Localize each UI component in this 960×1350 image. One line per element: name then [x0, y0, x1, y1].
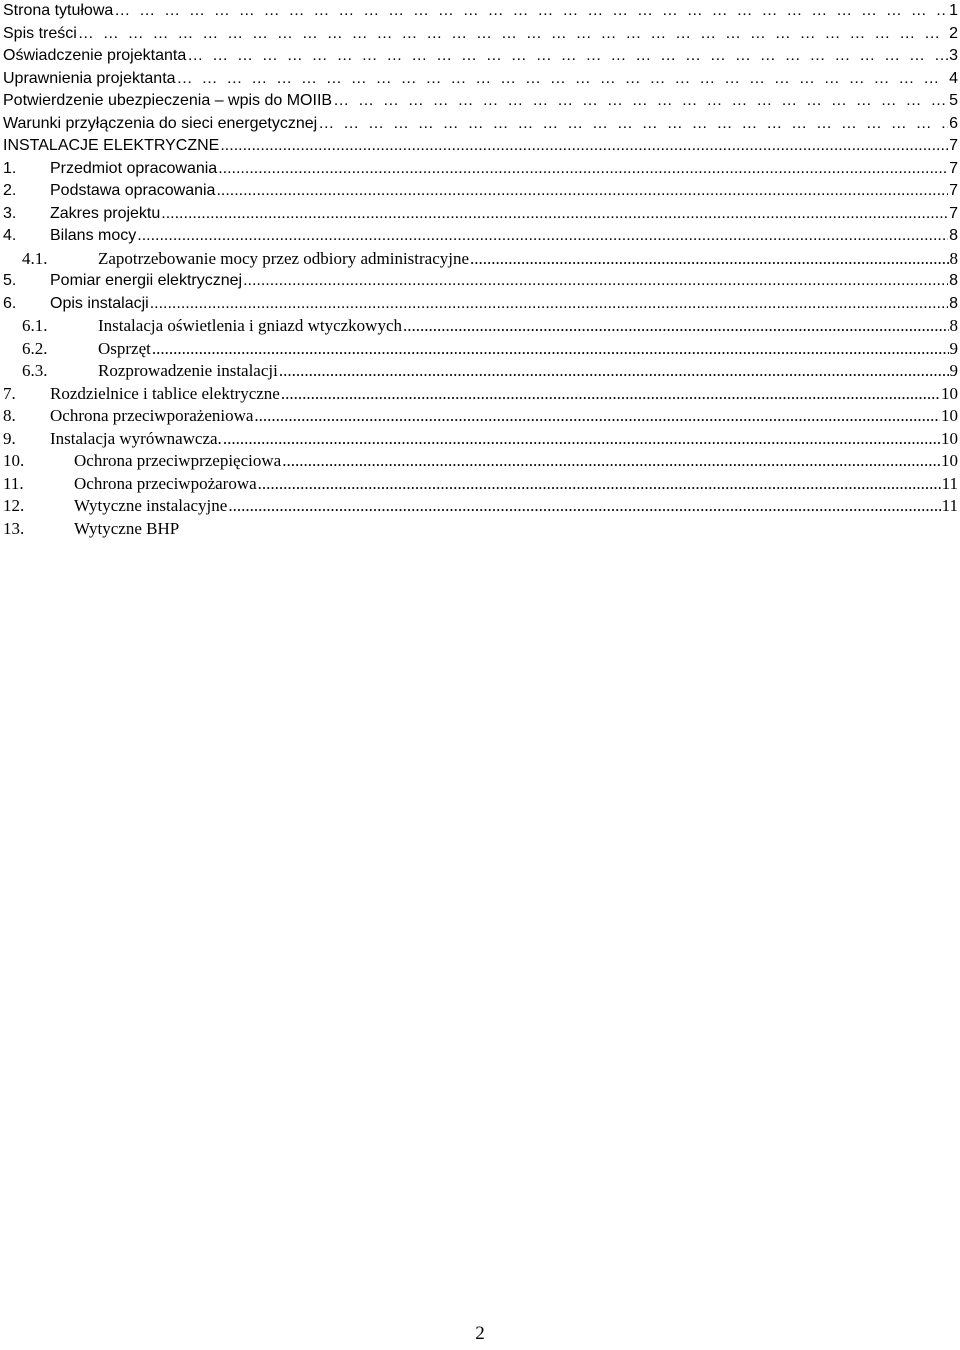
- toc-entry-page: 8: [949, 272, 958, 289]
- toc-entry-page: 8: [949, 248, 958, 268]
- toc-entry-6-1[interactable]: [3, 315, 958, 338]
- toc-entry-title: Podstawa opracowania: [50, 182, 216, 199]
- toc-entry-6[interactable]: [3, 293, 958, 316]
- toc-entry-page: 7: [949, 137, 958, 154]
- toc-entry-10[interactable]: [3, 450, 958, 473]
- toc-entry-title: Instalacja oświetlenia i gniazd wtyczkowych: [98, 316, 402, 335]
- toc-entry-11[interactable]: [3, 473, 958, 496]
- toc-entry-4[interactable]: [3, 225, 958, 248]
- toc-entry-page: 6: [949, 114, 958, 132]
- toc-leader: [223, 428, 940, 451]
- toc-entry-page: 11: [941, 496, 958, 515]
- toc-leader: [187, 45, 948, 68]
- toc-entry-ubezpieczenie[interactable]: [3, 90, 958, 113]
- toc-entry-number: 6.: [3, 294, 17, 312]
- toc-entry-page: 7: [949, 204, 958, 222]
- toc-entry-1[interactable]: [3, 158, 958, 181]
- toc-entry-title: Bilans mocy: [50, 227, 137, 244]
- toc-entry-number: 10.: [3, 451, 25, 470]
- toc-entry-number: 4.: [3, 227, 17, 244]
- toc-leader: [282, 450, 940, 473]
- toc-entry-number: 1.: [3, 159, 17, 177]
- toc-entry-title: INSTALACJE ELEKTRYCZNE: [3, 137, 220, 154]
- toc-entry-title: Wytyczne instalacyjne: [74, 496, 228, 515]
- toc-entry-title: Spis treści: [3, 24, 77, 42]
- toc-entry-title: Wytyczne BHP: [74, 518, 180, 538]
- toc-leader: [150, 293, 948, 316]
- toc-leader: [137, 225, 948, 248]
- toc-entry-6-3[interactable]: [3, 360, 958, 383]
- toc-leader: [318, 113, 948, 136]
- toc-entry-page: 7: [949, 182, 958, 199]
- toc-entry-3[interactable]: [3, 203, 958, 226]
- toc-entry-page: 10: [941, 406, 958, 425]
- toc-entry-page: 1: [949, 2, 958, 19]
- toc-entry-8[interactable]: [3, 405, 958, 428]
- toc-leader: [243, 270, 948, 293]
- toc-leader: [78, 23, 948, 46]
- toc-entry-title: Ochrona przeciwprzepięciowa: [74, 451, 282, 470]
- toc-leader: [177, 68, 949, 91]
- toc-entry-number: 4.1.: [22, 248, 48, 268]
- toc-entry-number: 8.: [3, 406, 16, 425]
- toc-entry-page: 11: [941, 473, 958, 493]
- toc-leader: [403, 315, 949, 338]
- toc-entry-number: 6.2.: [22, 338, 48, 358]
- toc-entry-page: 2: [949, 24, 958, 42]
- toc-leader: [218, 158, 948, 181]
- toc-leader: [281, 383, 940, 406]
- toc-entry-instalacje[interactable]: [3, 135, 958, 158]
- toc-leader: [279, 360, 949, 383]
- toc-entry-number: 12.: [3, 496, 25, 515]
- toc-leader: [258, 473, 941, 496]
- toc-leader: [161, 203, 948, 226]
- toc-entry-page: 10: [941, 451, 958, 470]
- toc-entry-page: 7: [949, 159, 958, 177]
- toc-entry-number: 5.: [3, 272, 17, 289]
- toc-entry-title: Rozdzielnice i tablice elektryczne: [50, 383, 280, 403]
- toc-entry-9[interactable]: [3, 428, 958, 451]
- toc-entry-page: 5: [949, 92, 958, 109]
- toc-entry-number: 2.: [3, 182, 17, 199]
- toc-entry-number: 9.: [3, 428, 16, 448]
- toc-entry-title: Potwierdzenie ubezpieczenia – wpis do MOIIB: [3, 92, 333, 109]
- toc-entry-title: Ochrona przeciwporażeniowa: [50, 406, 254, 425]
- toc-leader: [152, 338, 949, 361]
- toc-entry-title: Przedmiot opracowania: [50, 159, 218, 177]
- toc-entry-title: Ochrona przeciwpożarowa: [74, 473, 257, 493]
- toc-entry-title: Opis instalacji: [50, 294, 149, 312]
- toc-entry-5[interactable]: [3, 270, 958, 293]
- toc-entry-number: 13.: [3, 518, 25, 538]
- toc-entry-page: 8: [949, 227, 958, 244]
- toc-entry-page: 3: [949, 47, 958, 64]
- toc-entry-page: 9: [949, 338, 958, 358]
- toc-entry-page: 8: [949, 316, 958, 335]
- toc-entry-13[interactable]: [3, 518, 958, 541]
- toc-entry-page: 9: [949, 361, 958, 380]
- page-number: 2: [475, 1323, 485, 1344]
- toc-entry-title: Strona tytułowa: [3, 2, 114, 19]
- toc-leader: [220, 135, 948, 158]
- toc-leader: [333, 90, 948, 113]
- toc-entry-4-1[interactable]: [3, 248, 958, 271]
- toc-entry-number: 11.: [3, 473, 24, 493]
- toc-entry-number: 6.3.: [22, 361, 48, 380]
- toc-entry-title: Oświadczenie projektanta: [3, 47, 187, 64]
- toc-entry-title: Instalacja wyrównawcza.: [50, 428, 222, 448]
- toc-entry-title: Uprawnienia projektanta: [3, 69, 176, 87]
- toc-leader: [228, 495, 940, 518]
- toc-entry-6-2[interactable]: [3, 338, 958, 361]
- toc-entry-title: Osprzęt: [98, 338, 151, 358]
- toc-entry-page: 4: [949, 69, 958, 87]
- toc-entry-warunki[interactable]: [3, 113, 958, 136]
- toc-entry-title: Warunki przyłączenia do sieci energetycznej: [3, 114, 318, 132]
- toc-entry-number: 6.1.: [22, 316, 48, 335]
- toc-entry-title: Pomiar energii elektrycznej: [50, 272, 243, 289]
- table-of-contents: [3, 0, 958, 540]
- toc-entry-oswiadczenie[interactable]: [3, 45, 958, 68]
- toc-entry-title: Rozprowadzenie instalacji: [98, 361, 278, 380]
- toc-entry-spis-tresci[interactable]: [3, 23, 958, 46]
- toc-entry-number: 3.: [3, 204, 17, 222]
- toc-entry-number: 7.: [3, 383, 16, 403]
- toc-leader: [470, 248, 948, 271]
- toc-entry-strona-tytulowa[interactable]: [3, 0, 958, 23]
- toc-entry-uprawnienia[interactable]: [3, 68, 958, 91]
- toc-entry-12[interactable]: [3, 495, 958, 518]
- toc-entry-title: Zapotrzebowanie mocy przez odbiory administracyjne: [98, 248, 470, 268]
- toc-entry-page: 8: [949, 294, 958, 312]
- toc-entry-page: 10: [941, 428, 958, 448]
- toc-leader: [216, 180, 948, 203]
- toc-leader: [254, 405, 940, 428]
- toc-entry-title: Zakres projektu: [50, 204, 161, 222]
- toc-entry-2[interactable]: [3, 180, 958, 203]
- toc-entry-page: 10: [941, 383, 958, 403]
- toc-leader: [114, 0, 948, 23]
- toc-entry-7[interactable]: [3, 383, 958, 406]
